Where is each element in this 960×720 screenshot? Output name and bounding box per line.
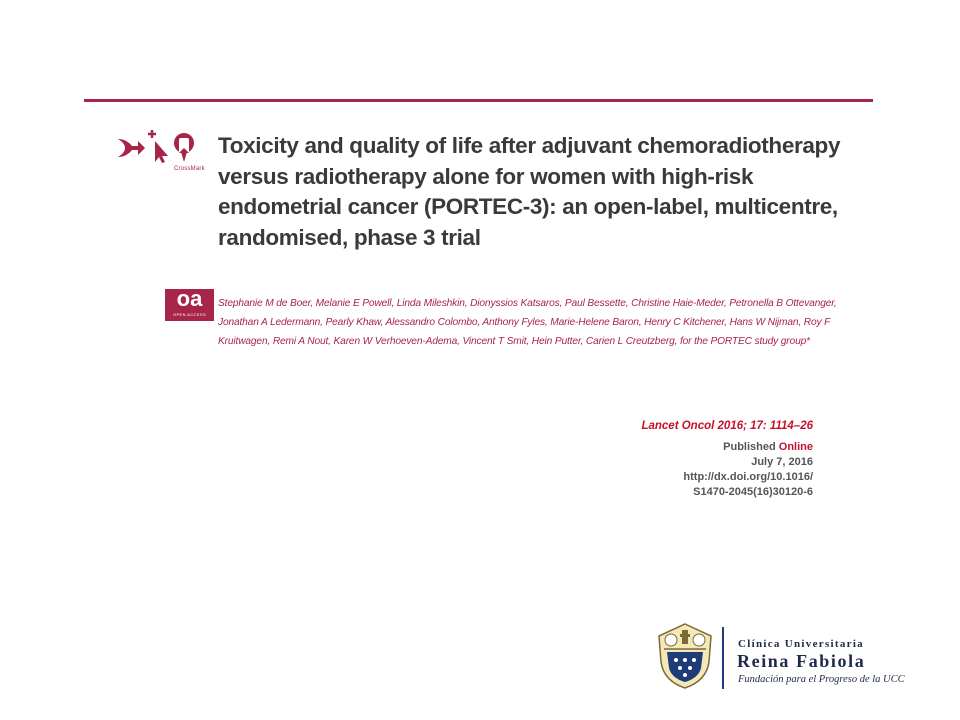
published-prefix: Published (723, 441, 779, 453)
article-title: Toxicity and quality of life after adjuvant chemoradiotherapy versus radiotherapy alone for women with high-risk endometrial cancer (PORTEC-3): an open-label, multicentre, randomised, phase 3 trial (218, 133, 841, 250)
org-name-line2: Reina Fabiola (737, 651, 866, 671)
citation-block (560, 418, 813, 500)
org-name-line1: Clínica Universitaria (738, 638, 864, 650)
doi-link-line2[interactable]: S1470-2045(16)30120-6 (693, 486, 813, 498)
open-access-badge (165, 286, 214, 321)
published-online: Online (778, 441, 813, 453)
logo-separator (722, 627, 724, 689)
top-divider (84, 99, 873, 102)
university-seal-icon (654, 622, 716, 690)
article-toolbar-icons (116, 130, 212, 180)
crossmark-icon[interactable] (173, 132, 195, 164)
journal-citation: Lancet Oncol 2016; 17: 1114–26 (641, 420, 813, 432)
cursor-plus-icon[interactable] (146, 130, 170, 164)
published-line (560, 440, 813, 455)
organization-logo (652, 622, 942, 692)
org-tagline: Fundación para el Progreso de la UCC (738, 674, 905, 685)
author-list: Stephanie M de Boer, Melanie E Powell, Linda Mileshkin, Dionyssios Katsaros, Paul Bessette, Christine Haie-Meder, Petronella B Ottevanger, Jonathan A Ledermann, Pearly Khaw, Alessandro Colombo, Anthony Fyles, Marie-Helene Baron, Henry C Kitchener, Hans W Nijman, Roy F Kruitwagen, Remi A Nout, Karen W Verhoeven-Adema, Vincent T Smit, Hein Putter, Carien L Creutzberg, for the PORTEC study group* (218, 298, 837, 347)
publication-date: July 7, 2016 (751, 456, 813, 468)
share-arrow-icon[interactable] (116, 135, 146, 161)
doi-link-line1[interactable]: http://dx.doi.org/10.1016/ (683, 471, 813, 483)
oa-sublabel: OPEN ACCESS (172, 312, 207, 317)
crossmark-label: CrossMark (174, 166, 205, 172)
oa-label: oa (176, 286, 203, 311)
